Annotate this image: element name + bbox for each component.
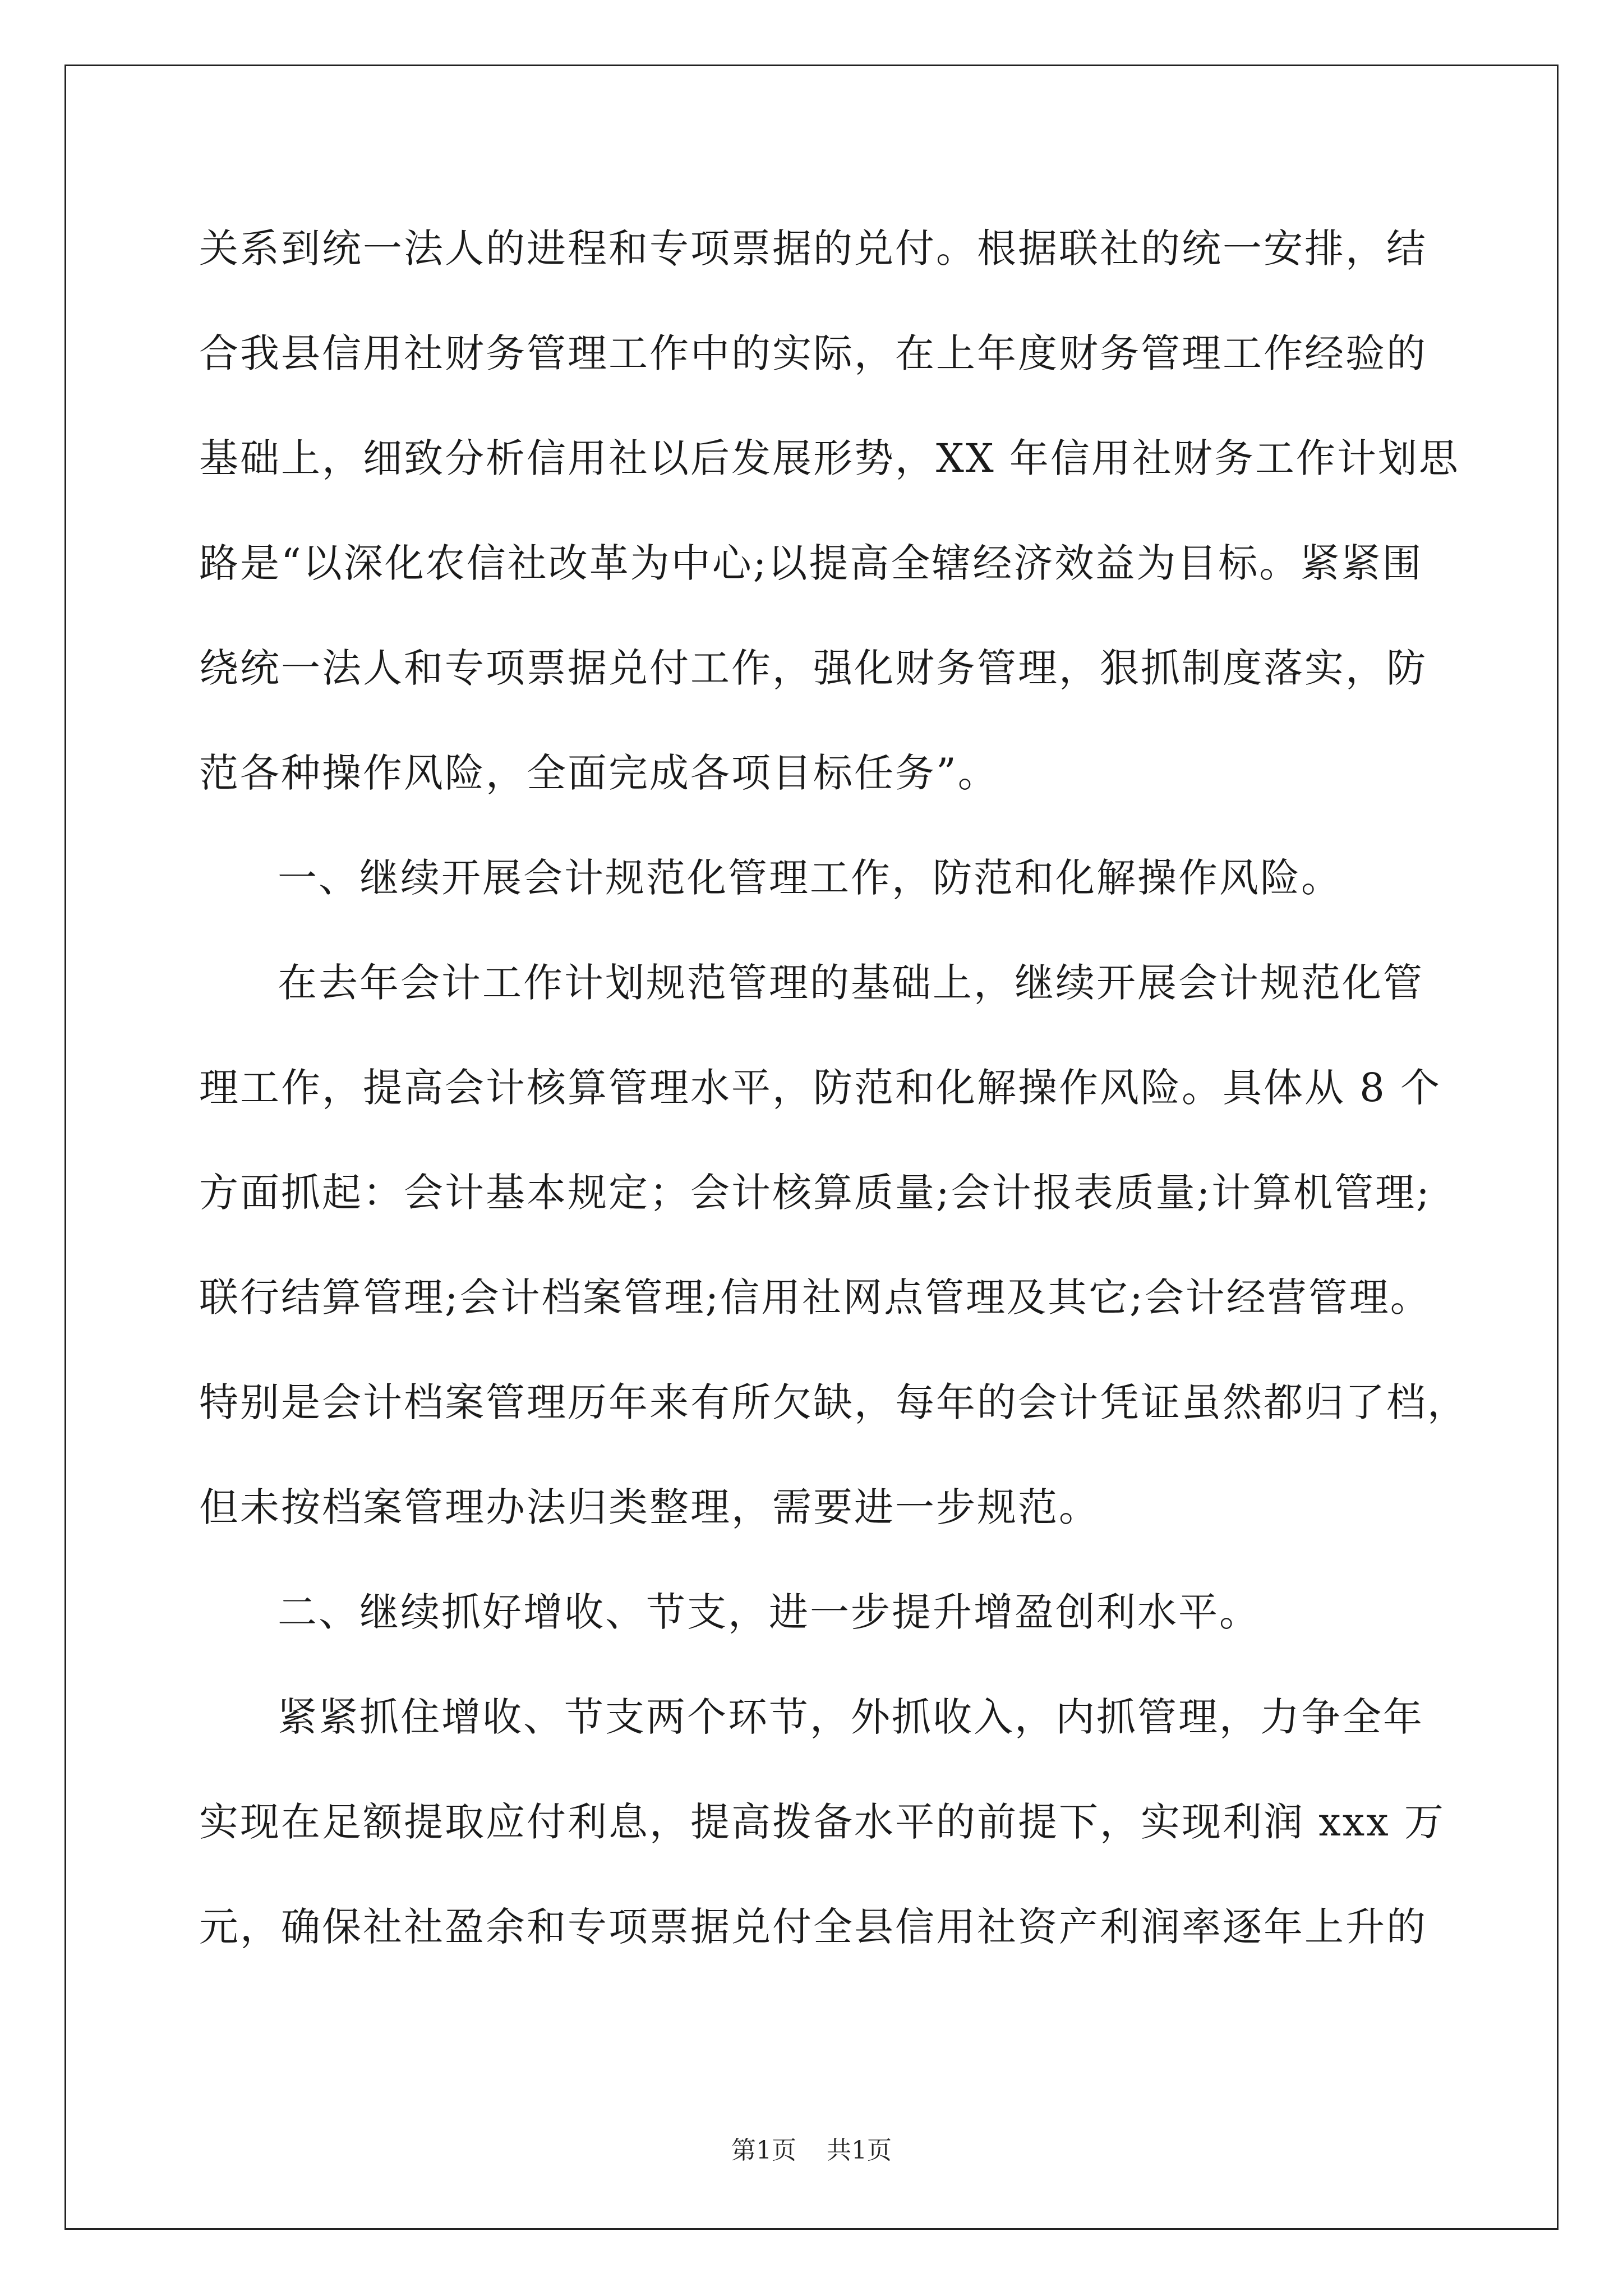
- section-heading-two: 二、继续抓好增收、节支，进一步提升增盈创利水平。: [278, 1589, 1260, 1635]
- paragraph-line: 元，确保社社盈余和专项票据兑付全县信用社资产利润率逐年上升的: [199, 1904, 1427, 1950]
- paragraph-line: 方面抓起：会计基本规定；会计核算质量;会计报表质量;计算机管理;: [199, 1170, 1431, 1216]
- page-footer: [0, 2130, 1623, 2166]
- paragraph-line: 路是“以深化农信社改革为中心;以提高全辖经济效益为目标。紧紧围: [199, 540, 1423, 586]
- paragraph-line: 绕统一法人和专项票据兑付工作，强化财务管理，狠抓制度落实，防: [199, 645, 1427, 691]
- page-total: 共1页: [827, 2136, 892, 2165]
- paragraph-line: 关系到统一法人的进程和专项票据的兑付。根据联社的统一安排，结: [199, 226, 1427, 272]
- document-body: [199, 219, 1468, 2002]
- paragraph-line: 在去年会计工作计划规范管理的基础上，继续开展会计规范化管: [278, 960, 1424, 1006]
- paragraph-line: 实现在足额提取应付利息，提高拨备水平的前提下，实现利润 xxx 万: [199, 1799, 1445, 1845]
- paragraph-line: 但未按档案管理办法归类整理，需要进一步规范。: [199, 1484, 1100, 1530]
- page-number: 第1页: [731, 2136, 796, 2165]
- paragraph-line: 特别是会计档案管理历年来有所欠缺，每年的会计凭证虽然都归了档，: [199, 1379, 1468, 1425]
- paragraph-line: 理工作，提高会计核算管理水平，防范和化解操作风险。具体从 8 个: [199, 1065, 1442, 1111]
- paragraph-line: 合我县信用社财务管理工作中的实际，在上年度财务管理工作经验的: [199, 330, 1427, 376]
- paragraph-line: 紧紧抓住增收、节支两个环节，外抓收入，内抓管理，力争全年: [278, 1694, 1424, 1740]
- paragraph-line: 基础上，细致分析信用社以后发展形势，XX 年信用社财务工作计划思: [199, 435, 1460, 481]
- paragraph-line: 联行结算管理;会计档案管理;信用社网点管理及其它;会计经营管理。: [199, 1274, 1431, 1320]
- section-heading-one: 一、继续开展会计规范化管理工作，防范和化解操作风险。: [278, 855, 1342, 901]
- paragraph-line: 范各种操作风险，全面完成各项目标任务”。: [199, 750, 999, 796]
